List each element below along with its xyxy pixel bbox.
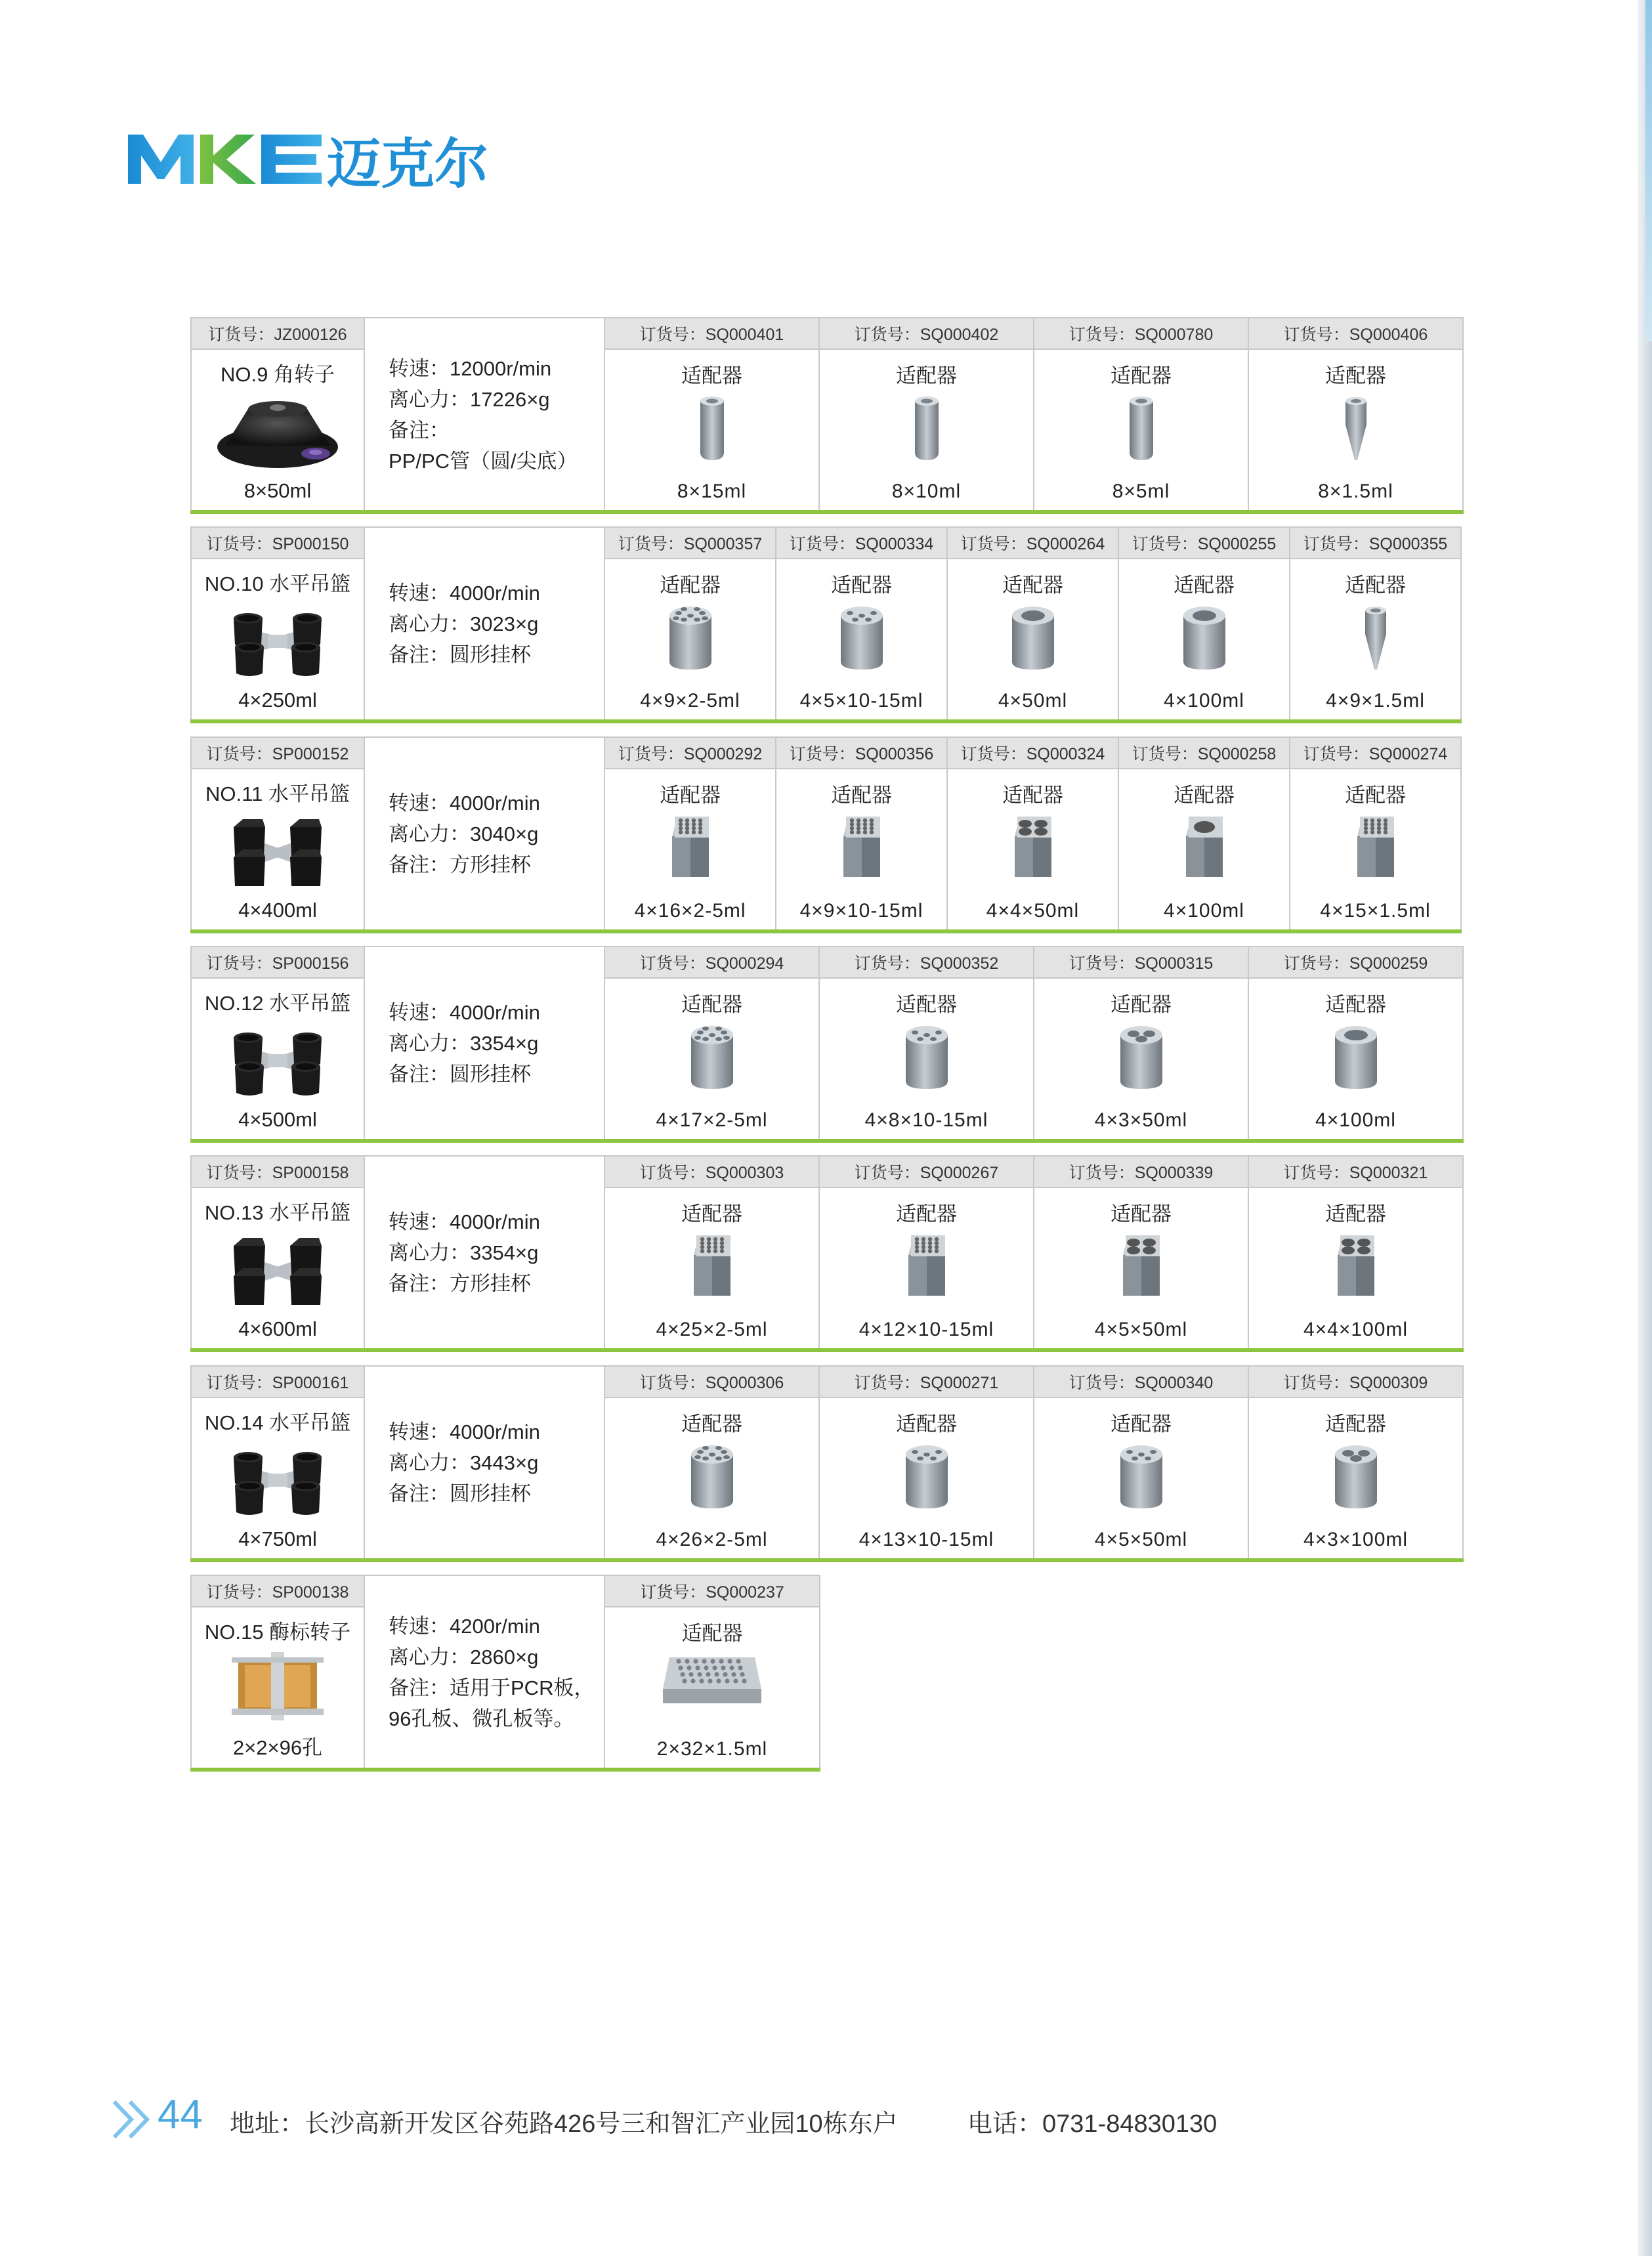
adapter-label: 适配器 <box>681 993 742 1016</box>
round-multi-adapter-icon <box>894 1021 960 1096</box>
rotor-block <box>190 317 1464 512</box>
adapter-capacity: 4×3×50ml <box>1094 1109 1188 1131</box>
spec-line: 转速：4000r/min <box>389 582 540 605</box>
adapter-label: 适配器 <box>896 1202 957 1225</box>
adapter-capacity: 4×15×1.5ml <box>1320 900 1431 922</box>
adapter-label: 适配器 <box>896 993 957 1016</box>
rotor-cell <box>190 1155 365 1350</box>
adapter-order-number: 订货号：SQ000355 <box>1290 528 1460 559</box>
adapter-capacity: 8×5ml <box>1112 480 1170 502</box>
rotor-title: NO.11 水平吊篮 <box>205 782 350 805</box>
adapter-label: 适配器 <box>660 574 721 597</box>
adapter-order-number: 订货号：SQ000259 <box>1249 947 1462 979</box>
spec-line: PP/PC管（圆/尖底） <box>389 449 578 473</box>
adapter-cell <box>1033 1155 1249 1350</box>
adapter-label: 适配器 <box>681 1622 743 1645</box>
adapter-order-number: 订货号：SQ000356 <box>776 738 946 769</box>
block-divider-line <box>190 1348 1464 1352</box>
adapter-order-number: 订货号：SQ000237 <box>605 1576 819 1607</box>
adapter-cell <box>818 946 1034 1141</box>
adapter-cell <box>604 1155 820 1350</box>
adapter-capacity: 4×17×2-5ml <box>656 1109 768 1131</box>
adapter-capacity: 4×9×1.5ml <box>1326 690 1425 712</box>
adapter-cell <box>1289 736 1462 931</box>
rotor-block <box>190 1155 1464 1350</box>
spec-line: 离心力：3354×g <box>389 1241 539 1264</box>
adapter-label: 适配器 <box>1345 574 1406 597</box>
rotor-title: NO.9 角转子 <box>221 363 335 386</box>
block-divider-line <box>190 510 1464 514</box>
adapter-capacity: 4×9×2-5ml <box>640 690 740 712</box>
adapter-capacity: 4×13×10-15ml <box>858 1529 994 1550</box>
adapter-label: 适配器 <box>1111 1413 1172 1436</box>
round-multi-adapter-icon <box>679 1021 745 1096</box>
adapter-order-number: 订货号：SQ000321 <box>1249 1157 1462 1188</box>
chevron-right-icon <box>110 2098 156 2141</box>
adapter-capacity: 4×5×50ml <box>1094 1319 1188 1340</box>
swing-bucket-round-icon <box>222 1018 333 1107</box>
adapter-label: 适配器 <box>1345 784 1406 807</box>
adapter-order-number: 订货号：SQ000324 <box>948 738 1118 769</box>
rotor-specs <box>364 736 605 931</box>
adapter-label: 适配器 <box>1002 784 1063 807</box>
rotor-cell <box>190 946 365 1141</box>
round-triple-adapter-icon <box>1109 1021 1174 1096</box>
adapter-order-number: 订货号：SQ000264 <box>948 528 1118 559</box>
adapter-capacity: 4×5×50ml <box>1094 1529 1188 1550</box>
spec-line: 备注：方形挂杯 <box>389 853 531 876</box>
adapter-cell <box>604 1575 820 1770</box>
rotor-title: NO.12 水平吊篮 <box>204 992 351 1015</box>
brand-logo-text <box>125 121 519 200</box>
block-divider-line <box>190 1558 1464 1562</box>
adapter-order-number: 订货号：SQ000303 <box>605 1157 818 1188</box>
rotor-capacity: 4×750ml <box>238 1527 317 1550</box>
square-quad-adapter-icon <box>1000 811 1066 887</box>
round-multi-adapter-icon <box>829 601 895 677</box>
adapter-label: 适配器 <box>660 784 721 807</box>
rotor-specs <box>364 946 605 1141</box>
spec-line: 离心力：3040×g <box>389 822 539 845</box>
rotor-title: NO.13 水平吊篮 <box>204 1201 351 1224</box>
adapter-order-number: 订货号：SQ000401 <box>605 318 818 350</box>
adapter-capacity: 4×5×10-15ml <box>799 690 923 712</box>
adapter-cell <box>818 317 1034 512</box>
rotor-order-number: 订货号：SP000158 <box>192 1157 364 1188</box>
block-divider-line <box>190 929 1462 933</box>
microplate-rotor-icon <box>225 1647 330 1729</box>
adapter-capacity: 4×26×2-5ml <box>656 1529 768 1550</box>
rotor-specs <box>364 317 605 512</box>
spec-line: 备注：适用于PCR板， <box>389 1676 595 1699</box>
rotor-specs <box>364 1365 605 1560</box>
svg-text:迈克尔: 迈克尔 <box>327 133 489 196</box>
adapter-cell <box>1248 1155 1464 1350</box>
adapter-order-number: 订货号：SQ000309 <box>1249 1367 1462 1398</box>
square-multi-adapter-icon <box>679 1230 745 1306</box>
round-multi-adapter-icon <box>1109 1440 1174 1516</box>
round-multi-adapter-icon <box>679 1440 745 1516</box>
spec-line: 转速：4200r/min <box>389 1614 540 1638</box>
rotor-block <box>190 736 1462 931</box>
adapter-cell <box>604 317 820 512</box>
spec-line: 备注： <box>389 418 450 442</box>
adapter-order-number: 订货号：SQ000406 <box>1249 318 1462 350</box>
adapter-capacity: 4×8×10-15ml <box>864 1109 988 1131</box>
adapter-order-number: 订货号：SQ000258 <box>1119 738 1289 769</box>
adapter-order-number: 订货号：SQ000255 <box>1119 528 1289 559</box>
tube-adapter-icon <box>1122 392 1161 467</box>
page-edge-accent <box>1645 0 1652 341</box>
rotor-capacity: 4×600ml <box>238 1317 317 1340</box>
adapter-capacity: 4×25×2-5ml <box>656 1319 768 1340</box>
adapter-order-number: 订货号：SQ000274 <box>1290 738 1460 769</box>
adapter-label: 适配器 <box>831 574 892 597</box>
adapter-label: 适配器 <box>1174 574 1235 597</box>
round-single-adapter-icon <box>1323 1021 1389 1096</box>
adapter-capacity: 4×50ml <box>998 690 1068 712</box>
adapter-cell <box>946 736 1119 931</box>
rotor-block <box>190 1575 820 1770</box>
adapter-label: 适配器 <box>681 364 742 387</box>
rotor-cell <box>190 736 365 931</box>
round-triple-adapter-icon <box>1323 1440 1389 1516</box>
spec-line: 转速：12000r/min <box>389 356 552 380</box>
angle-rotor-icon <box>212 389 343 478</box>
adapter-label: 适配器 <box>681 1413 742 1436</box>
adapter-order-number: 订货号：SQ000402 <box>820 318 1033 350</box>
footer-phone: 电话：0731-84830130 <box>967 2110 1218 2138</box>
adapter-cell <box>604 736 776 931</box>
adapter-capacity: 4×100ml <box>1315 1109 1396 1131</box>
adapter-cell <box>1033 946 1249 1141</box>
rotor-title: NO.15 酶标转子 <box>204 1621 351 1644</box>
adapter-order-number: 订货号：SQ000334 <box>776 528 946 559</box>
adapter-cell <box>1033 317 1249 512</box>
adapter-capacity: 8×1.5ml <box>1318 480 1393 502</box>
swing-bucket-round-icon <box>222 599 333 687</box>
rotor-title: NO.14 水平吊篮 <box>204 1411 351 1434</box>
rotor-cell <box>190 526 365 721</box>
adapter-order-number: 订货号：SQ000352 <box>820 947 1033 979</box>
rotor-specs <box>364 1155 605 1350</box>
page-number: 44 <box>158 2092 203 2137</box>
adapter-capacity: 4×3×100ml <box>1303 1529 1408 1550</box>
adapter-cell <box>1118 526 1290 721</box>
rotor-block <box>190 526 1462 721</box>
adapter-label: 适配器 <box>1325 364 1386 387</box>
adapter-capacity: 4×100ml <box>1164 690 1244 712</box>
adapter-order-number: 订货号：SQ000292 <box>605 738 775 769</box>
spec-line: 离心力：3023×g <box>389 612 539 635</box>
adapter-capacity: 8×15ml <box>677 480 747 502</box>
adapter-order-number: 订货号：SQ000306 <box>605 1367 818 1398</box>
spec-line: 转速：4000r/min <box>389 1210 540 1233</box>
adapter-order-number: 订货号：SQ000315 <box>1034 947 1248 979</box>
adapter-cell <box>818 1155 1034 1350</box>
spec-line: 离心力：2860×g <box>389 1645 539 1669</box>
rotor-order-number: 订货号：SP000150 <box>192 528 364 559</box>
square-multi-adapter-icon <box>894 1230 960 1306</box>
conical-adapter-icon <box>1336 392 1376 467</box>
adapter-cell <box>818 1365 1034 1560</box>
adapter-label: 适配器 <box>1325 993 1386 1016</box>
adapter-label: 适配器 <box>896 364 957 387</box>
adapter-label: 适配器 <box>1002 574 1063 597</box>
square-single-adapter-icon <box>1172 811 1237 887</box>
adapter-cell <box>1248 946 1464 1141</box>
round-multi-adapter-icon <box>658 601 723 677</box>
adapter-label: 适配器 <box>1111 1202 1172 1225</box>
spec-line: 备注：圆形挂杯 <box>389 643 531 666</box>
footer-address: 地址：长沙高新开发区谷苑路426号三和智汇产业园10栋东户 <box>230 2110 898 2138</box>
adapter-cell <box>1248 1365 1464 1560</box>
square-multi-adapter-icon <box>1343 811 1408 887</box>
block-divider-line <box>190 1139 1464 1143</box>
adapter-capacity: 4×16×2-5ml <box>634 900 746 922</box>
spec-line: 转速：4000r/min <box>389 1001 540 1024</box>
spec-line: 96孔板、微孔板等。 <box>389 1707 574 1730</box>
adapter-order-number: 订货号：SQ000271 <box>820 1367 1033 1398</box>
adapter-order-number: 订货号：SQ000357 <box>605 528 775 559</box>
adapter-label: 适配器 <box>681 1202 742 1225</box>
adapter-order-number: 订货号：SQ000339 <box>1034 1157 1248 1188</box>
rotor-capacity: 4×500ml <box>238 1108 317 1131</box>
spec-line: 备注：圆形挂杯 <box>389 1482 531 1505</box>
round-single-adapter-icon <box>1000 601 1066 677</box>
rotor-order-number: 订货号：SP000161 <box>192 1367 364 1398</box>
adapter-cell <box>1033 1365 1249 1560</box>
rotor-capacity: 4×250ml <box>238 689 317 712</box>
tube-adapter-icon <box>907 392 946 467</box>
round-single-adapter-icon <box>1172 601 1237 677</box>
adapter-label: 适配器 <box>896 1413 957 1436</box>
rotor-capacity: 8×50ml <box>244 479 312 502</box>
rotor-order-number: 订货号：JZ000126 <box>192 318 364 350</box>
rotor-specs <box>364 526 605 721</box>
rotor-specs <box>364 1575 605 1770</box>
tube-adapter-icon <box>692 392 732 467</box>
spec-line: 离心力：3443×g <box>389 1451 539 1474</box>
spec-line: 备注：圆形挂杯 <box>389 1063 531 1086</box>
square-quad-adapter-icon <box>1323 1230 1389 1306</box>
adapter-cell <box>1289 526 1462 721</box>
rotor-order-number: 订货号：SP000152 <box>192 738 364 769</box>
adapter-label: 适配器 <box>831 784 892 807</box>
rotor-order-number: 订货号：SP000138 <box>192 1576 364 1607</box>
adapter-cell <box>946 526 1119 721</box>
rotor-cell <box>190 1365 365 1560</box>
plate-adapter-icon <box>656 1649 768 1712</box>
adapter-cell <box>604 526 776 721</box>
swing-bucket-round-icon <box>222 1437 333 1526</box>
adapter-cell <box>775 526 948 721</box>
rotor-capacity: 2×2×96孔 <box>232 1736 323 1759</box>
conical-adapter-icon <box>1356 601 1395 677</box>
adapter-cell <box>604 946 820 1141</box>
rotor-order-number: 订货号：SP000156 <box>192 947 364 979</box>
spec-line: 转速：4000r/min <box>389 1420 540 1443</box>
square-multi-adapter-icon <box>658 811 723 887</box>
spec-line: 备注：方形挂杯 <box>389 1272 531 1295</box>
adapter-capacity: 8×10ml <box>891 480 962 502</box>
adapter-order-number: 订货号：SQ000267 <box>820 1157 1033 1188</box>
adapter-label: 适配器 <box>1174 784 1235 807</box>
rotor-title: NO.10 水平吊篮 <box>204 572 351 595</box>
adapter-label: 适配器 <box>1325 1413 1386 1436</box>
adapter-capacity: 4×9×10-15ml <box>799 900 923 922</box>
rotor-block <box>190 1365 1464 1560</box>
spec-line: 离心力：17226×g <box>389 387 550 411</box>
adapter-cell <box>1248 317 1464 512</box>
rotor-block <box>190 946 1464 1141</box>
rotor-cell <box>190 317 365 512</box>
rotor-capacity: 4×400ml <box>238 899 317 922</box>
adapter-label: 适配器 <box>1111 993 1172 1016</box>
adapter-cell <box>775 736 948 931</box>
spec-line: 转速：4000r/min <box>389 792 540 815</box>
adapter-capacity: 4×4×50ml <box>986 900 1080 922</box>
adapter-capacity: 4×12×10-15ml <box>858 1319 994 1340</box>
square-multi-adapter-icon <box>829 811 895 887</box>
adapter-label: 适配器 <box>1325 1202 1386 1225</box>
adapter-capacity: 4×100ml <box>1164 900 1244 922</box>
block-divider-line <box>190 1768 820 1772</box>
adapter-label: 适配器 <box>1111 364 1172 387</box>
adapter-order-number: 订货号：SQ000294 <box>605 947 818 979</box>
swing-bucket-square-icon <box>222 809 333 897</box>
swing-bucket-square-icon <box>222 1227 333 1316</box>
adapter-cell <box>604 1365 820 1560</box>
block-divider-line <box>190 719 1462 723</box>
square-quad-adapter-icon <box>1109 1230 1174 1306</box>
adapter-capacity: 2×32×1.5ml <box>656 1738 768 1760</box>
rotor-cell <box>190 1575 365 1770</box>
spec-line: 离心力：3354×g <box>389 1032 539 1055</box>
adapter-capacity: 4×4×100ml <box>1303 1319 1408 1340</box>
adapter-order-number: 订货号：SQ000340 <box>1034 1367 1248 1398</box>
adapter-cell <box>1118 736 1290 931</box>
adapter-order-number: 订货号：SQ000780 <box>1034 318 1248 350</box>
round-multi-adapter-icon <box>894 1440 960 1516</box>
